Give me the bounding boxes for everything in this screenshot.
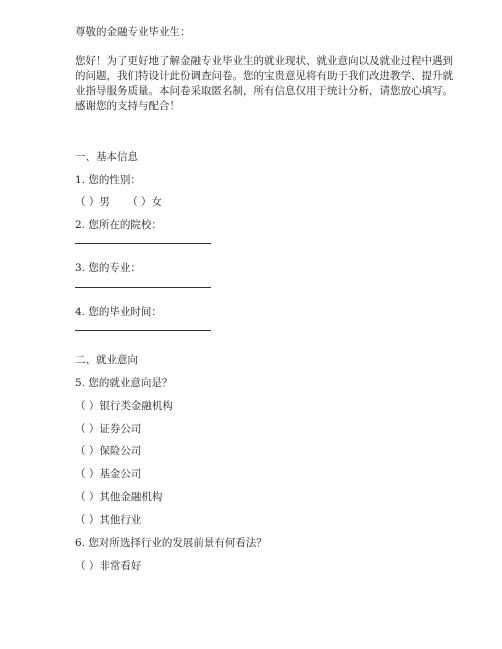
greeting: 尊敬的金融专业毕业生： <box>75 26 191 38</box>
intro-line: 感谢您的支持与配合！ <box>75 100 180 112</box>
intro-line: 业指导服务质量。本问卷采取匿名制，所有信息仅用于统计分析，请您放心填写。 <box>75 85 453 97</box>
intro-line: 您好！为了更好地了解金融专业毕业生的就业现状、就业意向以及就业过程中遇到 <box>75 55 453 67</box>
question-5-option[interactable]: （ ）其他行业 <box>75 514 142 526</box>
question-5-option[interactable]: （ ）银行类金融机构 <box>75 400 173 412</box>
intro-paragraph <box>75 54 453 114</box>
question-6-label: 6. 您对所选择行业的发展前景有何看法？ <box>75 537 267 549</box>
section-heading-basic-info: 一、基本信息 <box>75 151 138 163</box>
section-heading-employment-intention: 二、就业意向 <box>75 354 138 366</box>
option-male[interactable]: （ ）男 <box>75 196 110 208</box>
answer-blank-graduation-time[interactable] <box>75 316 211 331</box>
question-5-option[interactable]: （ ）基金公司 <box>75 468 142 480</box>
answer-blank-major[interactable] <box>75 273 211 288</box>
question-3-label: 3. 您的专业： <box>75 262 141 274</box>
question-6-option[interactable]: （ ）非常看好 <box>75 560 142 572</box>
intro-line: 的问题，我们特设计此份调查问卷。您的宝贵意见将有助于我们改进教学、提升就 <box>75 70 453 82</box>
question-5-label: 5. 您的就业意向是？ <box>75 377 173 389</box>
option-female[interactable]: （ ）女 <box>127 196 163 208</box>
question-2-label: 2. 您所在的院校： <box>75 219 162 231</box>
question-1-label: 1. 您的性别： <box>75 174 141 186</box>
question-1-options <box>75 194 162 210</box>
question-5-option[interactable]: （ ）证券公司 <box>75 423 142 435</box>
answer-blank-school[interactable] <box>75 229 211 244</box>
question-5-option[interactable]: （ ）保险公司 <box>75 445 142 457</box>
question-4-label: 4. 您的毕业时间： <box>75 306 162 318</box>
question-5-option[interactable]: （ ）其他金融机构 <box>75 491 163 503</box>
